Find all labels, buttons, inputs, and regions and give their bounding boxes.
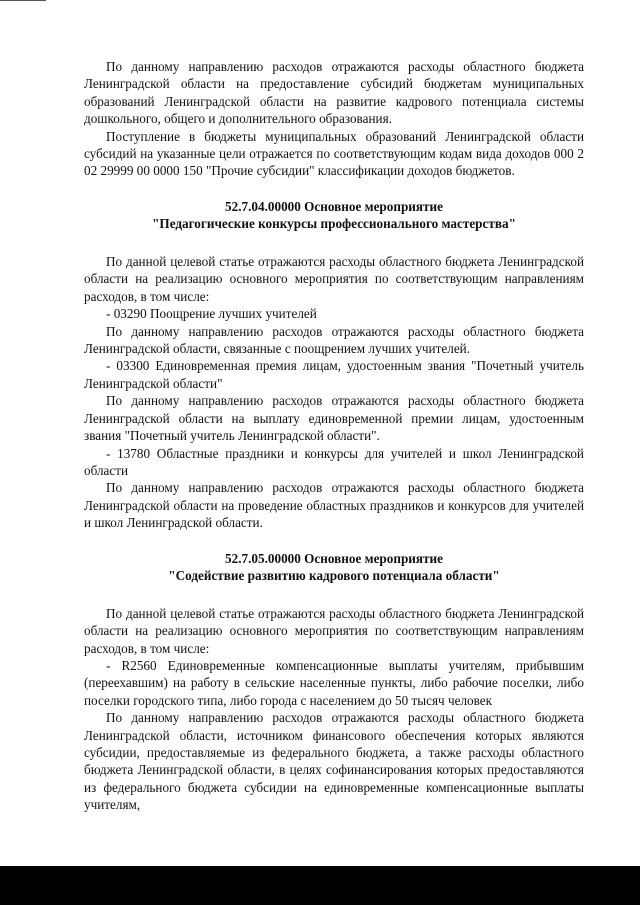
section-heading-code: 52.7.05.00000 Основное мероприятие xyxy=(225,550,443,566)
list-item: - 13780 Областные праздники и конкурсы для учителей и школ Ленинградской области xyxy=(84,445,584,478)
scan-corner-mark xyxy=(0,0,46,1)
paragraph: По данной целевой статье отражаются расходы областного бюджета Ленинградской области на реализацию основного мероприятия по соответствующим направлениям расходов, в том числе: xyxy=(84,254,584,304)
section-heading-title: "Педагогические конкурсы профессионального мастерства" xyxy=(152,216,516,232)
paragraph: Поступление в бюджеты муниципальных образований Ленинградской области субсидий на указанные цели отражается по соответствующим кодам вида доходов 000 2 02 29999 00 0000 150 "Прочие субсидии" классификации доходов бюджетов. xyxy=(84,128,584,179)
paragraph: По данному направлению расходов отражаются расходы областного бюджета Ленинградской области, связанные с поощрением лучших учителей. xyxy=(84,323,584,357)
paragraph: По данному направлению расходов отражаются расходы областного бюджета Ленинградской области на выплату единовременной премии лицам, удостоенным звания "Почетный учитель Ленинградской области". xyxy=(84,393,584,444)
paragraph: По данному направлению расходов отражаются расходы областного бюджета Ленинградской области, источником финансового обеспечения которых являются субсидии, предоставляемые из федерального бюджета, а также расходы областного бюджета Ленинградской области, в целях софинансирования которых предоставляются из федерального бюджета субсидии на единовременные компенсационные выплаты учителям, xyxy=(84,710,584,813)
list-item: - 03300 Единовременная премия лицам, удостоенным звания "Почетный учитель Ленинградской области" xyxy=(84,358,584,391)
document-page xyxy=(84,58,584,814)
section-heading-title: "Содействие развитию кадрового потенциала области" xyxy=(168,568,500,584)
list-item: - 03290 Поощрение лучших учителей xyxy=(106,306,317,322)
paragraph: По данному направлению расходов отражаются расходы областного бюджета Ленинградской области на проведение областных праздников и конкурсов для учителей и школ Ленинградской области. xyxy=(84,480,584,531)
section-heading xyxy=(84,198,584,233)
scan-bottom-bar xyxy=(0,866,640,905)
list-item: - R2560 Единовременные компенсационные выплаты учителям, прибывшим (переехавшим) на работу в сельские населенные пункты, либо рабочие поселки, либо поселки городского типа, либо города с населением до 50 тысяч человек xyxy=(84,657,584,708)
paragraph: По данной целевой статье отражаются расходы областного бюджета Ленинградской области на реализацию основного мероприятия по соответствующим направлениям расходов, в том числе: xyxy=(84,605,584,656)
section-heading xyxy=(84,550,584,585)
section-heading-code: 52.7.04.00000 Основное мероприятие xyxy=(225,198,443,214)
paragraph: По данному направлению расходов отражаются расходы областного бюджета Ленинградской области на предоставление субсидий бюджетам муниципальных образований Ленинградской области на развитие кадрового потенциала системы дошкольного, общего и дополнительного образования. xyxy=(84,59,584,127)
